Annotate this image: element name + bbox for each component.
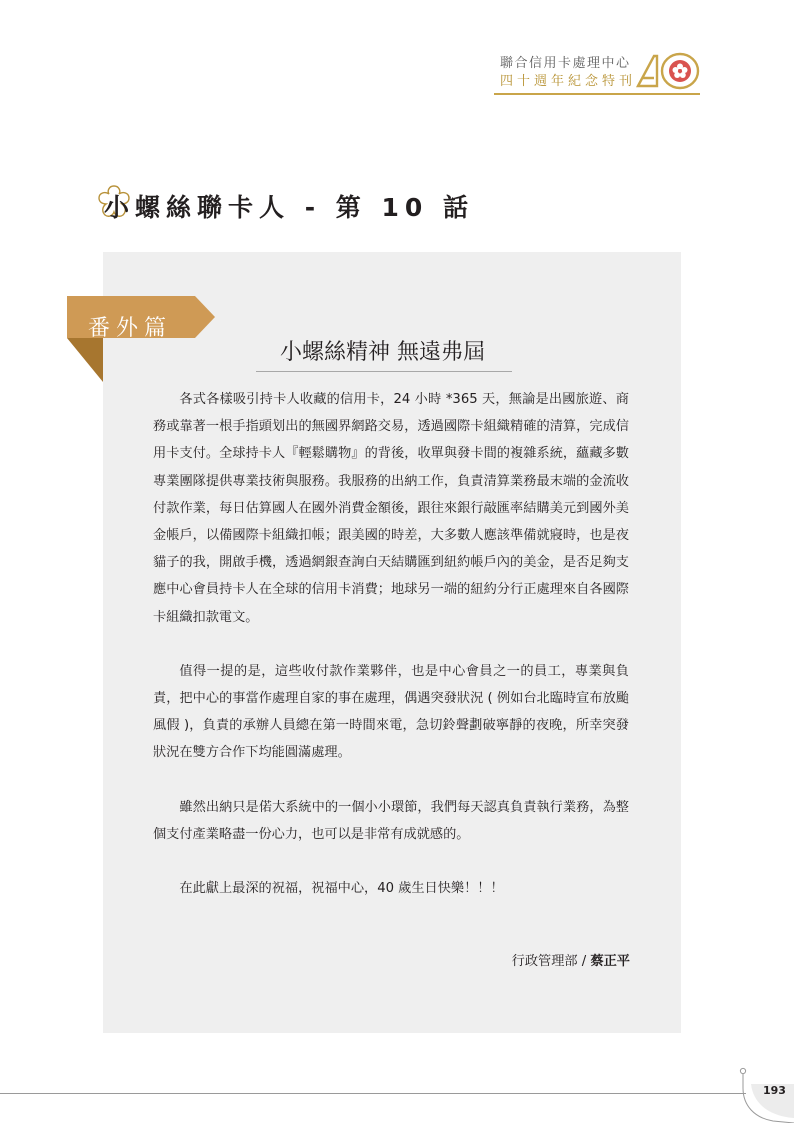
author-name: 蔡正平 bbox=[590, 954, 630, 969]
publication-brand bbox=[494, 52, 706, 102]
paragraph: 在此獻上最深的祝福，祝福中心，40 歲生日快樂！！！ bbox=[179, 881, 504, 897]
paragraph: 雖然出納只是偌大系統中的一個小小環節，我們每天認真負責執行業務，為整個支付產業略盡一份心力，也可以是非常有成就感的。 bbox=[153, 799, 629, 842]
author-signature bbox=[440, 950, 630, 969]
paragraph: 各式各樣吸引持卡人收藏的信用卡，24 小時 *365 天，無論是出國旅遊、商務或靠著一根手指頭划出的無國界網路交易，透過國際卡組織精確的清算，完成信用卡支付。全球持卡人『輕鬆購物』的背後，收單與發卡間的複雜系統，蘊藏多數專業團隊提供專業技術與服務。我服務的出納工作，負責清算業務最末端的金流收付款作業，每日估算國人在國外消費金額後，跟往來銀行敲匯率結購美元到國外美金帳戶，以備國際卡組織扣帳；跟美國的時差，大多數人應該準備就寢時，也是夜貓子的我，開啟手機，透過網銀查詢白天結購匯到紐約帳戶內的美金，是否足夠支應中心會員持卡人在全球的信用卡消費；地球另一端的紐約分行正處理來自各國際卡組織扣款電文。 bbox=[153, 392, 629, 625]
article-body bbox=[153, 386, 629, 902]
page-number: 193 bbox=[763, 1084, 786, 1097]
footer-rule bbox=[0, 1093, 746, 1094]
brand-rule bbox=[494, 93, 700, 95]
brand-org-name: 聯合信用卡處理中心 bbox=[500, 56, 631, 71]
page-title: 小螺絲聯卡人 - 第 10 話 bbox=[104, 193, 474, 222]
ribbon-label: 番外篇 bbox=[88, 316, 173, 341]
brand-edition-name: 四十週年紀念特刊 bbox=[500, 74, 637, 89]
anniversary-40-logo bbox=[634, 52, 700, 92]
subtitle-divider bbox=[256, 371, 512, 372]
paragraph: 值得一提的是，這些收付款作業夥伴，也是中心會員之一的員工，專業與負責，把中心的事當作處理自家的事在處理，偶遇突發狀況 ( 例如台北臨時宣布放颱風假 )，負責的承辦人員總在第一時間來電，急切鈴聲劃破寧靜的夜晚，所幸突發狀況在雙方合作下均能圓滿處理。 bbox=[153, 663, 629, 761]
author-department: 行政管理部 / bbox=[511, 954, 591, 969]
article-subtitle: 小螺絲精神 無遠弗屆 bbox=[280, 340, 485, 365]
